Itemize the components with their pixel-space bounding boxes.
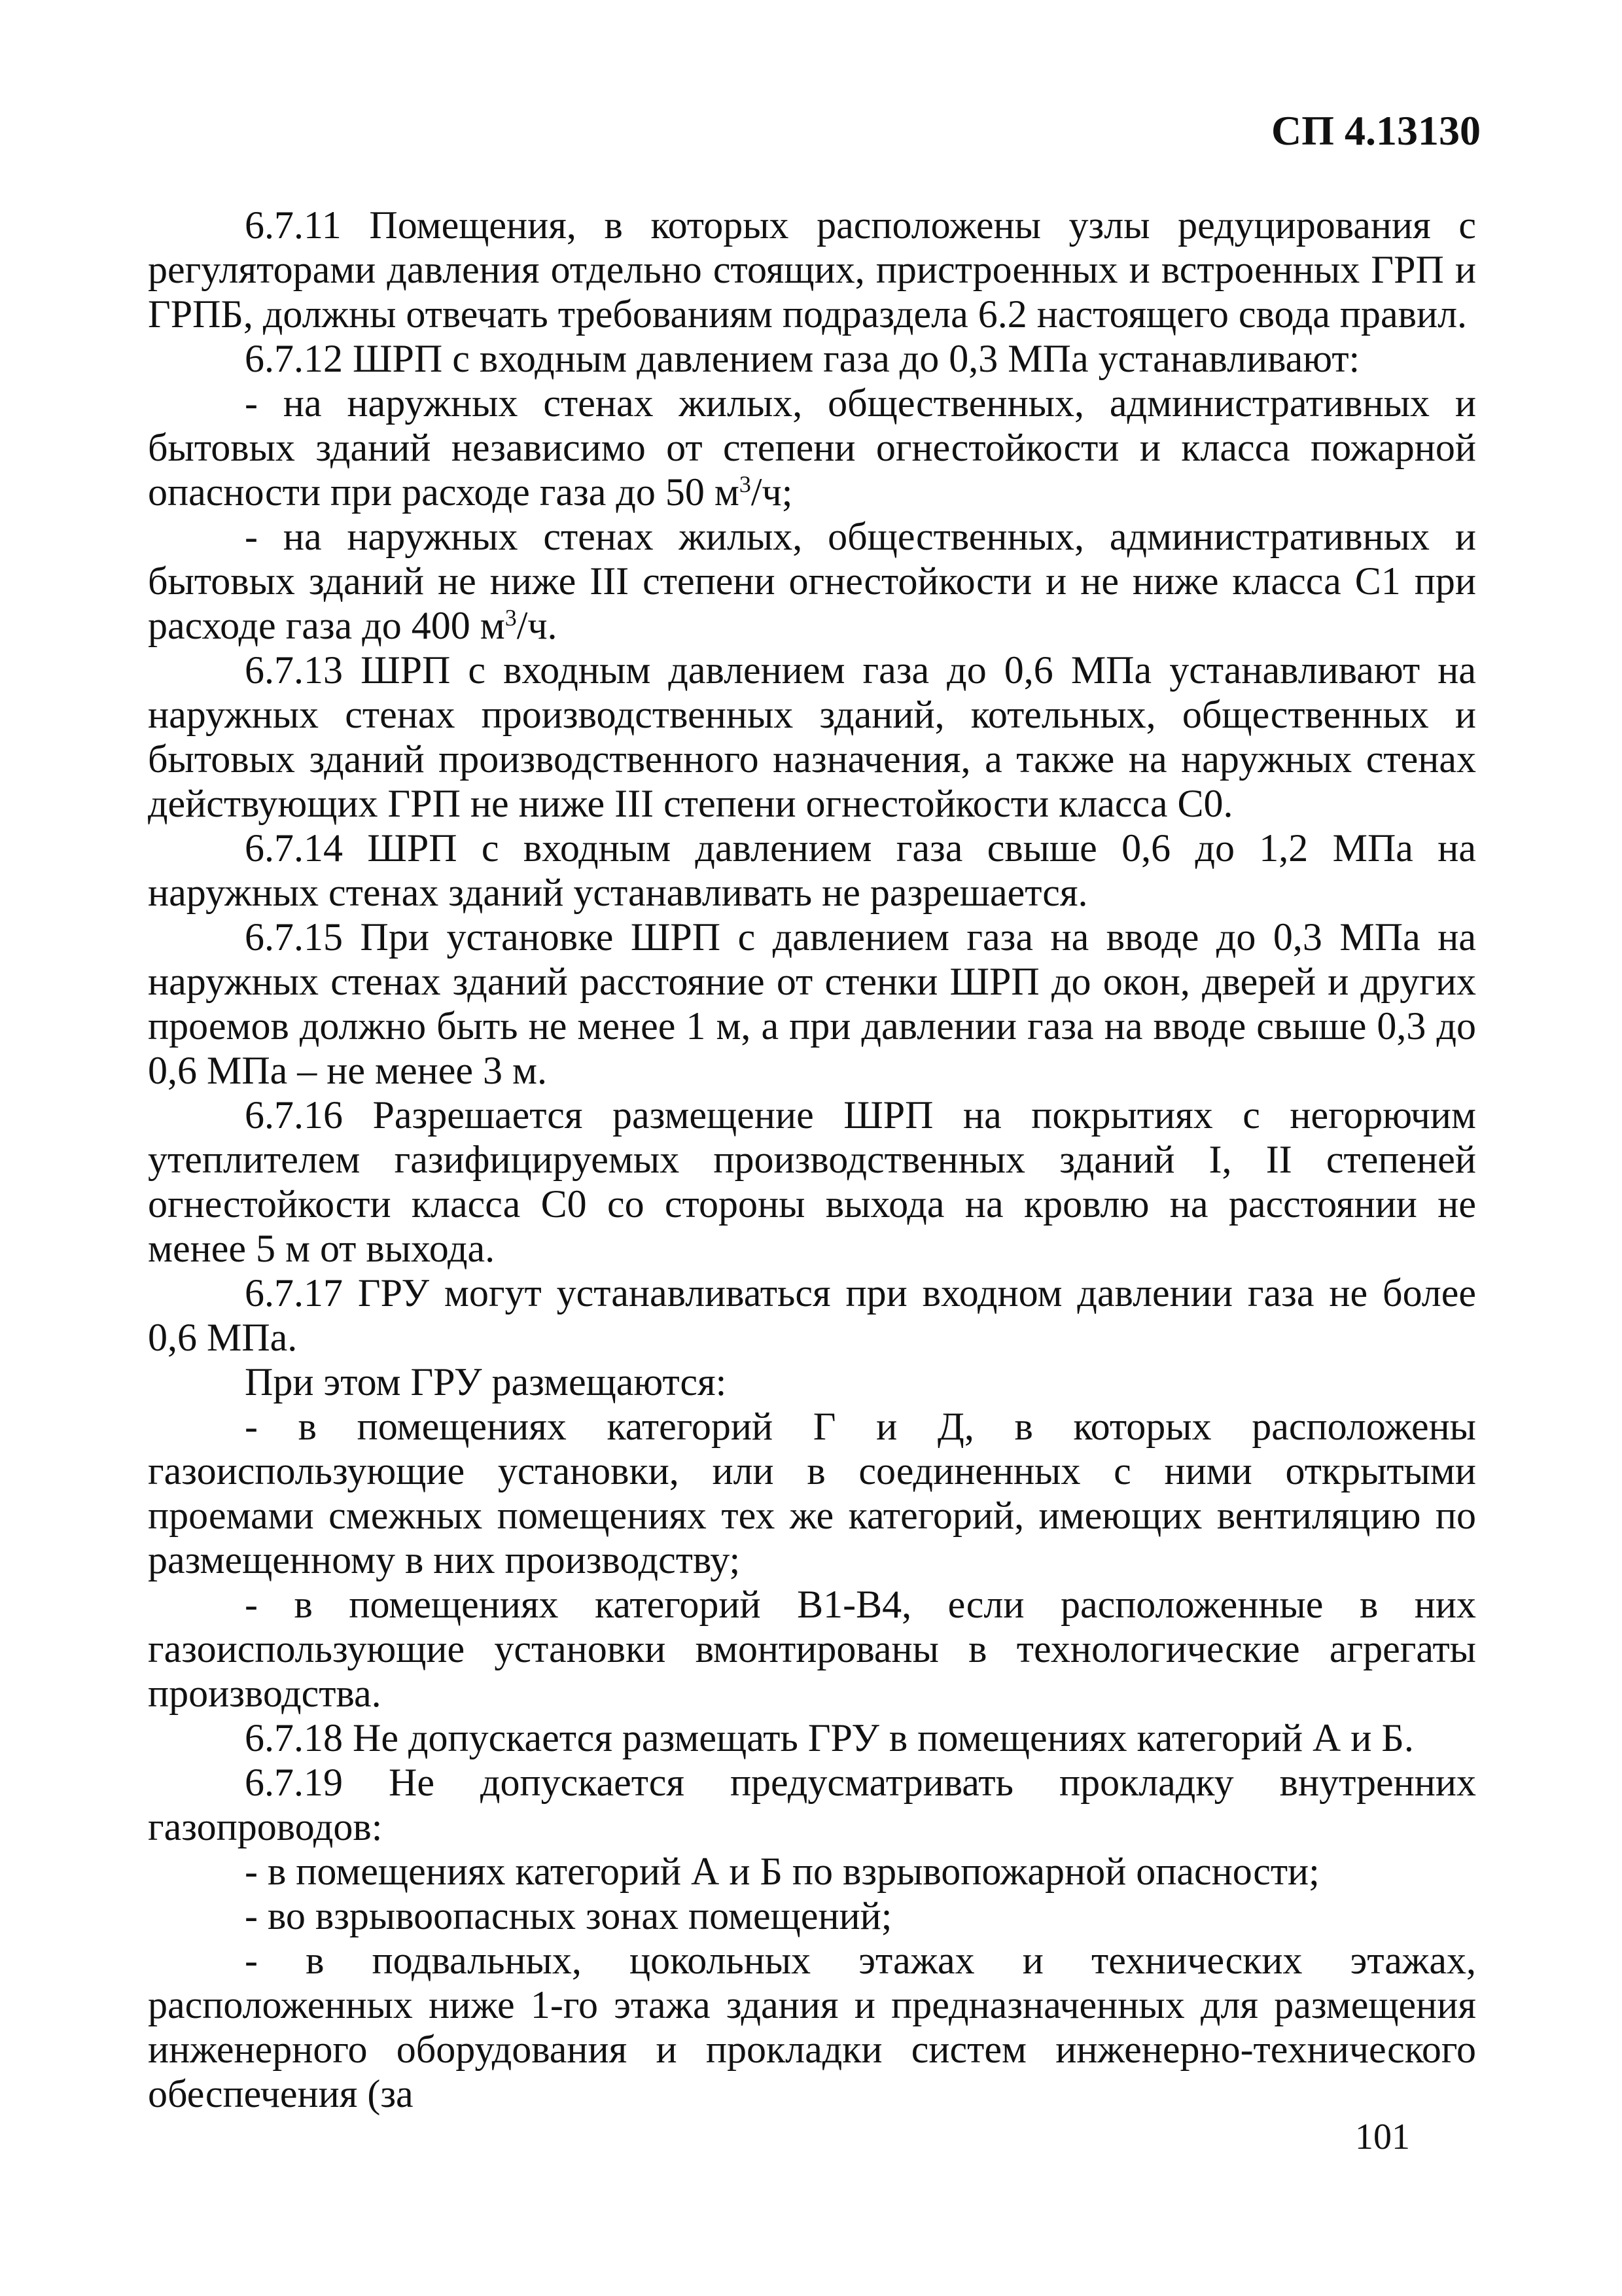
list-item-categories-a-b: - в помещениях категорий А и Б по взрывопожарной опасности; — [245, 1850, 1320, 1893]
paragraph-gru-placement: При этом ГРУ размещаются: — [245, 1360, 727, 1404]
paragraph-6-7-12: 6.7.12 ШРП с входным давлением газа до 0,3 МПа устанавливают: — [245, 337, 1360, 380]
paragraph-6-7-14: 6.7.14 ШРП с входным давлением газа свыше 0,6 до 1,2 МПа на наружных стенах зданий устанавливать не разрешается. — [148, 826, 1476, 914]
paragraph-6-7-16: 6.7.16 Разрешается размещение ШРП на покрытиях с негорючим утеплителем газифицируемых производственных зданий I, II степеней огнестойкости класса С0 со стороны выхода на кровлю на расстоянии не менее 5 м от выхода. — [148, 1093, 1476, 1270]
unit-tail: /ч. — [516, 604, 557, 647]
list-item-categories-v1-v4: - в помещениях категорий В1-В4, если расположенные в них газоиспользующие установки вмонтированы в технологические агрегаты производства. — [148, 1583, 1476, 1715]
list-item-shrp-400 — [148, 514, 1476, 648]
paragraph-6-7-17: 6.7.17 ГРУ могут устанавливаться при входном давлении газа не более 0,6 МПа. — [148, 1271, 1476, 1359]
list-item-text: - на наружных стенах жилых, общественных, административных и бытовых зданий не ниже III степени огнестойкости и не ниже класса С1 при расходе газа до 400 м — [148, 515, 1476, 647]
superscript: 3 — [739, 471, 751, 498]
unit-tail: /ч; — [750, 470, 793, 514]
list-item-shrp-50 — [148, 381, 1476, 514]
document-code-header: СП 4.13130 — [1271, 107, 1481, 154]
paragraph-6-7-18: 6.7.18 Не допускается размещать ГРУ в помещениях категорий А и Б. — [245, 1716, 1414, 1759]
list-item-basement-floors: - в подвальных, цокольных этажах и технических этажах, расположенных ниже 1-го этажа здания и предназначенных для размещения инженерного оборудования и прокладки систем инженерно-технического обеспечения (за — [148, 1939, 1476, 2115]
paragraph-6-7-19: 6.7.19 Не допускается предусматривать прокладку внутренних газопроводов: — [148, 1761, 1476, 1848]
list-item-categories-g-d: - в помещениях категорий Г и Д, в которых расположены газоиспользующие установки, или в соединенных с ними открытыми проемами смежных помещениях тех же категорий, имеющих вентиляцию по размещенному в них производству; — [148, 1405, 1476, 1581]
document-body — [148, 203, 1476, 2116]
superscript: 3 — [504, 605, 517, 631]
paragraph-6-7-11: 6.7.11 Помещения, в которых расположены узлы редуцирования с регуляторами давления отдельно стоящих, пристроенных и встроенных ГРП и ГРПБ, должны отвечать требованиям подраздела 6.2 настоящего свода правил. — [148, 203, 1476, 336]
paragraph-6-7-13: 6.7.13 ШРП с входным давлением газа до 0,6 МПа устанавливают на наружных стенах производственных зданий, котельных, общественных и бытовых зданий производственного назначения, а также на наружных стенах действующих ГРП не ниже III степени огнестойкости класса С0. — [148, 648, 1476, 825]
page-number: 101 — [1355, 2117, 1410, 2157]
list-item-text: - на наружных стенах жилых, общественных, административных и бытовых зданий независимо от степени огнестойкости и класса пожарной опасности при расходе газа до 50 м — [148, 381, 1476, 514]
list-item-explosive-zones: - во взрывоопасных зонах помещений; — [245, 1894, 892, 1937]
paragraph-6-7-15: 6.7.15 При установке ШРП с давлением газа на вводе до 0,3 МПа на наружных стенах зданий расстояние от стенки ШРП до окон, дверей и других проемов должно быть не менее 1 м, а при давлении газа на вводе свыше 0,3 до 0,6 МПа – не менее 3 м. — [148, 915, 1476, 1092]
